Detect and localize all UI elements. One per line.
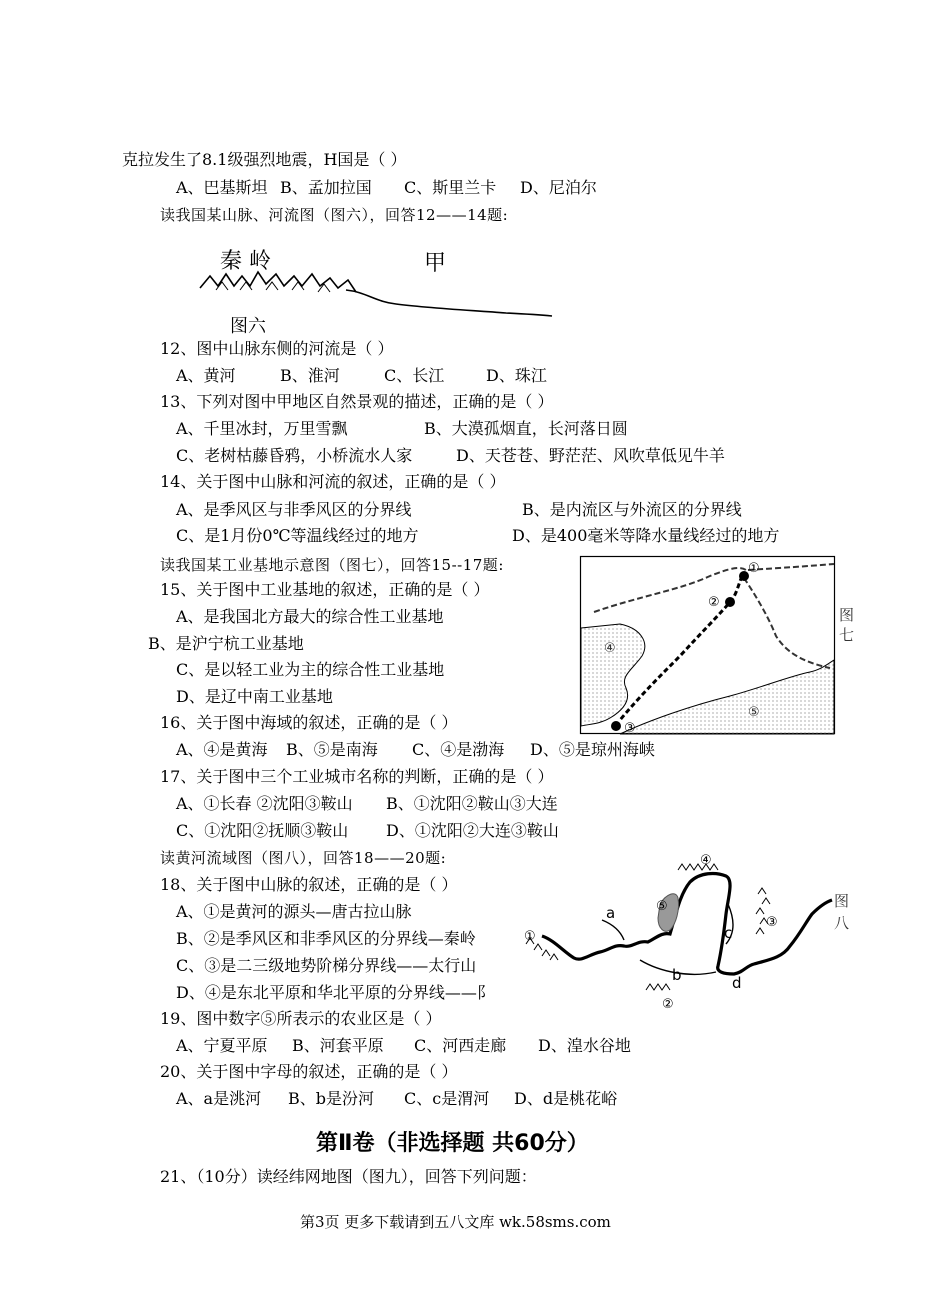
- q14-option-b: B、是内流区与外流区的分界线: [522, 500, 742, 519]
- q15-stem: 15、关于图中工业基地的叙述，正确的是（ ）: [160, 580, 490, 599]
- q15-option-b: B、是沪宁杭工业基地: [148, 634, 304, 653]
- fig8-label-5: ⑤: [656, 899, 668, 914]
- fig7-label-1: ①: [748, 561, 760, 576]
- q19-option-b: B、河套平原: [292, 1036, 384, 1055]
- q13-options-row2: [176, 446, 725, 466]
- q11-option-c: C、斯里兰卡: [404, 178, 497, 197]
- q16-option-b: B、⑤是南海: [286, 740, 378, 759]
- q12-option-d: D、珠江: [486, 366, 547, 385]
- q18-option-a: A、①是黄河的源头—唐古拉山脉: [176, 902, 412, 921]
- q20-option-b: B、b是汾河: [288, 1089, 375, 1108]
- fig7-city-3: [611, 721, 621, 731]
- q20-option-d: D、d是桃花峪: [514, 1089, 618, 1108]
- q11-option-d: D、尼泊尔: [520, 178, 597, 197]
- q17-option-d: D、①沈阳②大连③鞍山: [386, 821, 559, 840]
- fig6-river: [346, 290, 552, 316]
- fig7-label-5: ⑤: [748, 705, 760, 720]
- q16-option-d: D、⑤是琼州海峡: [530, 740, 655, 759]
- q13-option-d: D、天苍苍、野茫茫、风吹草低见牛羊: [456, 446, 725, 465]
- fig8-mountain-4: [678, 864, 718, 870]
- fig7-label-3: ③: [624, 721, 636, 736]
- q16-option-c: C、④是渤海: [412, 740, 505, 759]
- q17-options-row1: [176, 794, 558, 814]
- q20-stem: 20、关于图中字母的叙述，正确的是（ ）: [160, 1062, 458, 1081]
- fig8-label-a: a: [606, 904, 616, 922]
- fig6-mountain-range: [200, 272, 356, 292]
- fig7-caption-1: 图: [839, 606, 855, 624]
- q17-option-b: B、①沈阳②鞍山③大连: [386, 794, 558, 813]
- fig7-caption-2: 七: [839, 626, 855, 644]
- q20-option-c: C、c是渭河: [404, 1089, 490, 1108]
- q18-stem: 18、关于图中山脉的叙述，正确的是（ ）: [160, 875, 458, 894]
- section-2-heading: 第Ⅱ卷（非选择题 共60分）: [316, 1131, 589, 1156]
- fig7-label-4: ④: [604, 641, 616, 656]
- q18-option-d: D、④是东北平原和华北平原的分界线——阝: [176, 983, 493, 1002]
- q12-stem: 12、图中山脉东侧的河流是（ ）: [160, 339, 394, 358]
- q16-stem: 16、关于图中海域的叙述，正确的是（ ）: [160, 713, 458, 732]
- q15-option-d: D、是辽中南工业基地: [176, 687, 333, 706]
- fig8-caption-2: 八: [834, 914, 850, 932]
- q17-options-row2: [176, 821, 559, 841]
- q16-options: [176, 740, 655, 760]
- fig8-label-4: ④: [700, 853, 712, 868]
- fig6-diagram: [196, 236, 556, 336]
- q13-option-c: C、老树枯藤昏鸦，小桥流水人家: [176, 446, 413, 465]
- q13-options-row1: [176, 419, 628, 439]
- q14-option-d: D、是400毫米等降水量线经过的地方: [512, 526, 780, 545]
- q19-stem: 19、图中数字⑤所表示的农业区是（ ）: [160, 1009, 442, 1028]
- q20-option-a: A、a是洮河: [176, 1089, 262, 1108]
- q17-option-c: C、①沈阳②抚顺③鞍山: [176, 821, 349, 840]
- q13-stem: 13、下列对图中甲地区自然景观的描述，正确的是（ ）: [160, 392, 554, 411]
- fig8-caption-1: 图: [834, 892, 850, 910]
- q13-option-a: A、千里冰封，万里雪飘: [176, 419, 348, 438]
- read-fig7-instruction: 读我国某工业基地示意图（图七），回答15--17题:: [160, 556, 504, 574]
- fig7-city-2: [725, 597, 735, 607]
- q14-options-row2: [176, 526, 779, 546]
- q13-option-b: B、大漠孤烟直，长河落日圆: [424, 419, 628, 438]
- fig7-label-2: ②: [708, 595, 720, 610]
- q19-option-d: D、湟水谷地: [538, 1036, 631, 1055]
- q12-option-b: B、淮河: [280, 366, 340, 385]
- q12-option-c: C、长江: [384, 366, 445, 385]
- q11-option-a: A、巴基斯坦: [176, 178, 268, 197]
- q14-option-c: C、是1月份0℃等温线经过的地方: [176, 526, 419, 545]
- q16-option-a: A、④是黄海: [176, 740, 268, 759]
- fig8-mountain-2: [646, 984, 670, 990]
- q15-option-c: C、是以轻工业为主的综合性工业基地: [176, 660, 445, 679]
- fig8-label-d: d: [732, 974, 742, 992]
- fig8-map: [520, 848, 860, 1012]
- q14-options-row1: [176, 500, 742, 520]
- q14-stem: 14、关于图中山脉和河流的叙述，正确的是（ ）: [160, 472, 506, 491]
- fig8-tributary-a: [602, 920, 624, 940]
- q18-option-b: B、②是季风区和非季风区的分界线—秦岭: [176, 929, 476, 948]
- q17-stem: 17、关于图中三个工业城市名称的判断，正确的是（ ）: [160, 767, 554, 786]
- q11-options: [176, 178, 597, 198]
- q15-option-a: A、是我国北方最大的综合性工业基地: [176, 607, 444, 626]
- q19-option-a: A、宁夏平原: [176, 1036, 268, 1055]
- q17-option-a: A、①长春 ②沈阳③鞍山: [176, 794, 353, 813]
- fig6-caption: 图六: [230, 316, 266, 337]
- read-fig6-instruction: 读我国某山脉、河流图（图六），回答12——14题:: [160, 206, 509, 224]
- fig6-mountain-label: 秦 岭: [220, 249, 271, 274]
- fig6-region-label: 甲: [424, 251, 447, 276]
- q12-options: [176, 366, 547, 386]
- q12-option-a: A、黄河: [176, 366, 236, 385]
- q19-options: [176, 1036, 631, 1056]
- intro-line: 克拉发生了8.1级强烈地震，H国是（ ）: [122, 150, 407, 169]
- fig8-label-c: c: [724, 924, 733, 942]
- fig8-label-3: ③: [766, 915, 778, 930]
- q19-option-c: C、河西走廊: [414, 1036, 507, 1055]
- q20-options: [176, 1089, 617, 1109]
- fig8-label-2: ②: [662, 997, 674, 1012]
- q21-stem: 21、（10分）读经纬网地图（图九），回答下列问题：: [160, 1167, 537, 1186]
- fig8-label-1: ①: [524, 929, 536, 944]
- page-footer: 第3页 更多下载请到五八文库 wk.58sms.com: [300, 1213, 611, 1231]
- q14-option-a: A、是季风区与非季风区的分界线: [176, 500, 412, 519]
- fig8-yellow-river: [542, 874, 832, 974]
- q11-option-b: B、孟加拉国: [280, 178, 372, 197]
- q18-option-c: C、③是二三级地势阶梯分界线——太行山: [176, 956, 477, 975]
- fig7-map: [580, 556, 870, 738]
- read-fig8-instruction: 读黄河流域图（图八），回答18——20题:: [160, 849, 447, 867]
- fig8-label-b: b: [672, 966, 682, 984]
